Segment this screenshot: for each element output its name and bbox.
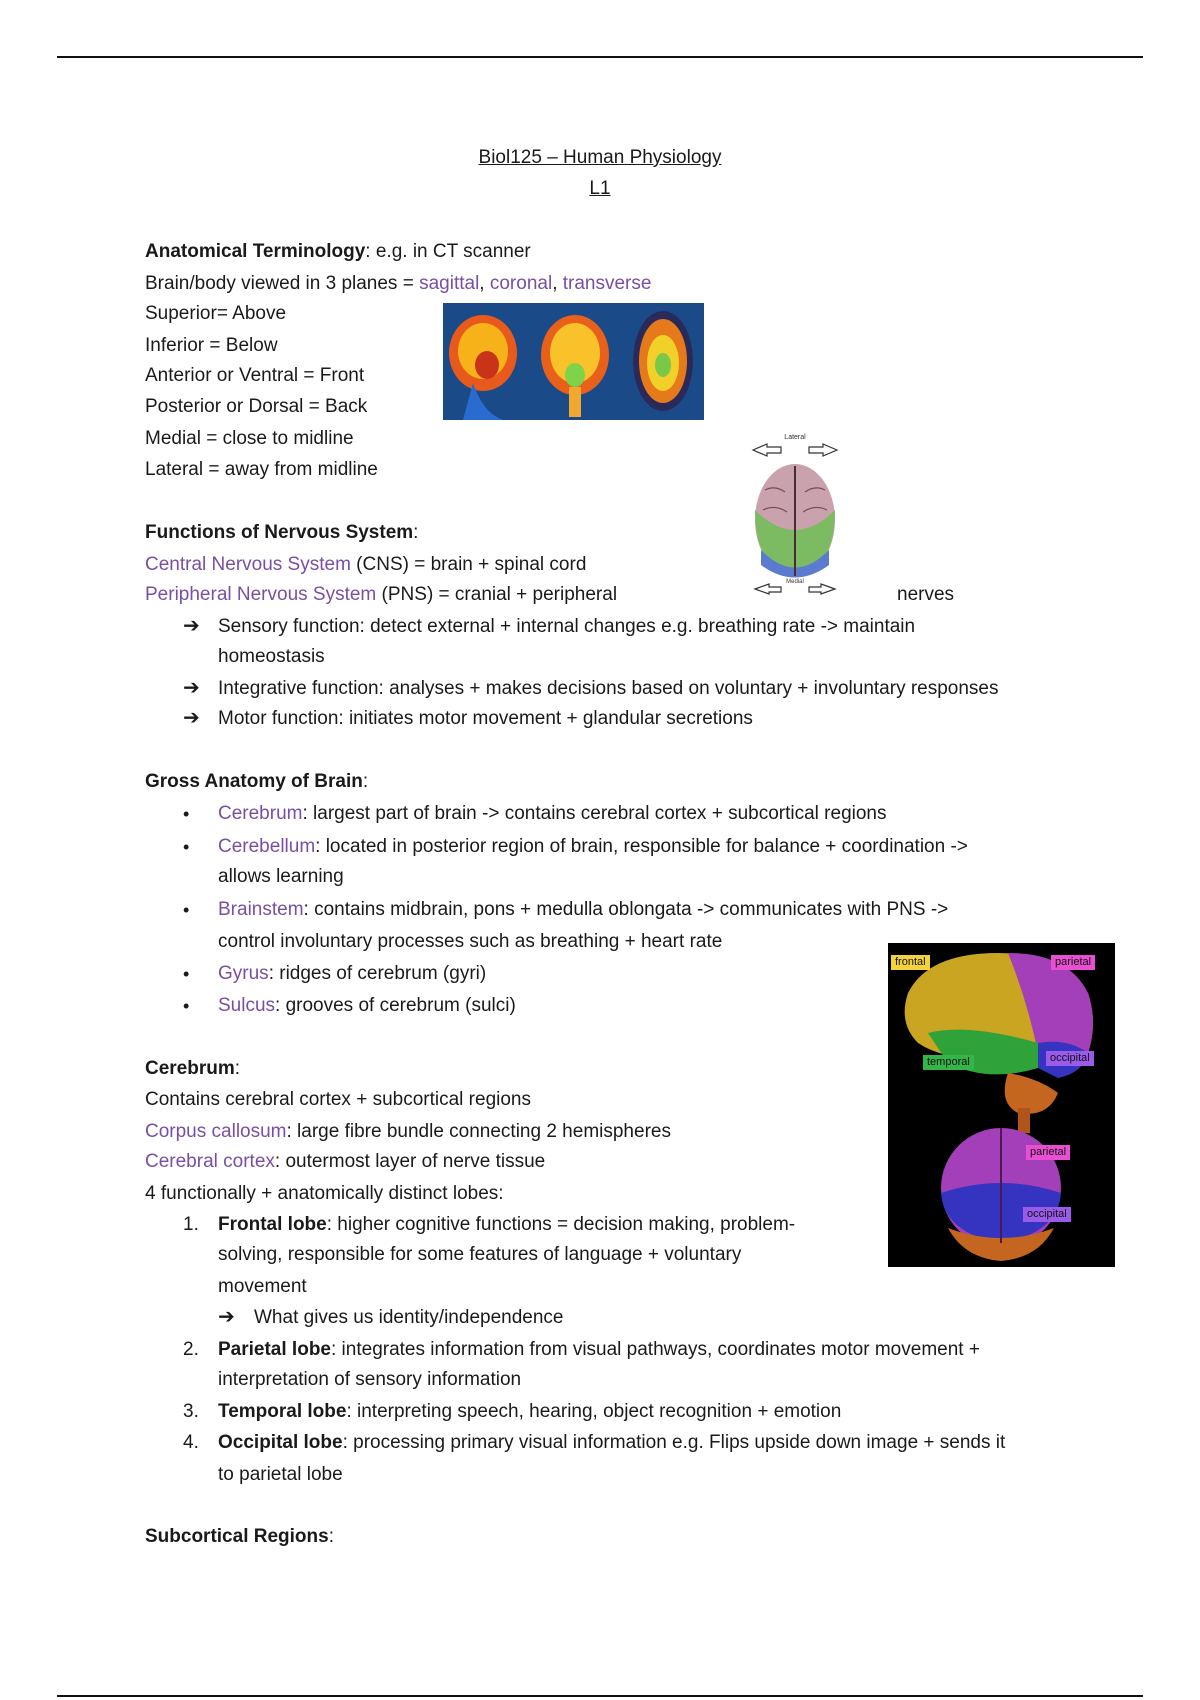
bullet-icon: • bbox=[183, 900, 190, 920]
ct-scan-planes-image bbox=[443, 303, 704, 420]
list-number: 2. bbox=[183, 1339, 199, 1360]
plane-coronal: coronal bbox=[489, 273, 553, 294]
cns-line: Central Nervous System (CNS) = brain + spinal cord bbox=[145, 554, 587, 575]
term-inferior: Inferior = Below bbox=[145, 335, 278, 356]
integrative-function: Integrative function: analyses + makes decisions based on voluntary + involuntary responses bbox=[218, 678, 999, 699]
temporal-label: temporal bbox=[923, 1055, 974, 1070]
parietal-label-rear: parietal bbox=[1026, 1145, 1070, 1160]
sensory-function-cont: homeostasis bbox=[218, 646, 325, 667]
pns-tail: nerves bbox=[897, 584, 955, 605]
gross-heading-line: Gross Anatomy of Brain: bbox=[145, 771, 369, 792]
subcortical-heading: Subcortical Regions bbox=[145, 1526, 329, 1547]
pns-term: Peripheral Nervous System bbox=[145, 584, 377, 605]
cns-term: Central Nervous System bbox=[145, 554, 351, 575]
cerebral-cortex-line: Cerebral cortex: outermost layer of nerve tissue bbox=[145, 1151, 546, 1172]
pns-line: Peripheral Nervous System (PNS) = cranial + peripheral bbox=[145, 584, 618, 605]
medial-label: Medial bbox=[786, 579, 804, 585]
anatomical-heading-line: Anatomical Terminology: e.g. in CT scanner bbox=[145, 241, 531, 262]
gross-heading: Gross Anatomy of Brain bbox=[145, 771, 363, 792]
bottom-rule bbox=[57, 1695, 1143, 1697]
arrow-left-icon bbox=[753, 444, 781, 456]
term-anterior: Anterior or Ventral = Front bbox=[145, 365, 365, 386]
arrow-in-left-icon bbox=[809, 584, 835, 594]
lobe-temporal: Temporal lobe: interpreting speech, hearing, object recognition + emotion bbox=[218, 1401, 842, 1422]
lobe-occipital-cont: to parietal lobe bbox=[218, 1464, 343, 1485]
frontal-identity-note: What gives us identity/independence bbox=[254, 1307, 564, 1328]
parietal-label: parietal bbox=[1051, 955, 1095, 970]
arrow-in-right-icon bbox=[755, 584, 781, 594]
list-number: 1. bbox=[183, 1214, 199, 1235]
lecture-number: L1 bbox=[589, 178, 611, 199]
arrow-bullet-icon: ➔ bbox=[183, 707, 200, 729]
term-superior: Superior= Above bbox=[145, 303, 287, 324]
document-title: Biol125 – Human Physiology bbox=[478, 147, 722, 168]
lobe-frontal-cont-1: solving, responsible for some features of language + voluntary bbox=[218, 1244, 742, 1265]
list-number: 3. bbox=[183, 1401, 199, 1422]
cerebrum-heading: Cerebrum bbox=[145, 1058, 235, 1079]
superior-view-brain-diagram bbox=[745, 430, 845, 598]
arrow-bullet-icon: ➔ bbox=[218, 1306, 235, 1328]
plane-sagittal: sagittal bbox=[419, 273, 480, 294]
bullet-icon: • bbox=[183, 964, 190, 984]
plane-transverse: transverse bbox=[562, 273, 652, 294]
anatomical-heading: Anatomical Terminology bbox=[145, 241, 366, 262]
gross-item-cerebellum: Cerebellum: located in posterior region of brain, responsible for balance + coordination -> bbox=[218, 836, 968, 857]
sensory-function: Sensory function: detect external + internal changes e.g. breathing rate -> maintain bbox=[218, 616, 916, 637]
arrow-right-icon bbox=[809, 444, 837, 456]
arrow-bullet-icon: ➔ bbox=[183, 677, 200, 699]
gross-item-cerebrum: Cerebrum: largest part of brain -> contains cerebral cortex + subcortical regions bbox=[218, 803, 887, 824]
bullet-icon: • bbox=[183, 996, 190, 1016]
lobe-parietal-cont: interpretation of sensory information bbox=[218, 1369, 522, 1390]
planes-line: Brain/body viewed in 3 planes = sagittal, coronal, transverse bbox=[145, 273, 652, 294]
bullet-icon: • bbox=[183, 804, 190, 824]
nervous-heading: Functions of Nervous System bbox=[145, 522, 414, 543]
lateral-label: Lateral bbox=[784, 434, 806, 441]
lobe-frontal: Frontal lobe: higher cognitive functions = decision making, problem- bbox=[218, 1214, 796, 1235]
occipital-label-rear: occipital bbox=[1023, 1207, 1071, 1222]
cerebrum-heading-line: Cerebrum: bbox=[145, 1058, 241, 1079]
gross-item-brainstem: Brainstem: contains midbrain, pons + medulla oblongata -> communicates with PNS -> bbox=[218, 899, 949, 920]
arrow-bullet-icon: ➔ bbox=[183, 615, 200, 637]
lobes-intro: 4 functionally + anatomically distinct lobes: bbox=[145, 1183, 504, 1204]
bullet-icon: • bbox=[183, 837, 190, 857]
corpus-callosum-line: Corpus callosum: large fibre bundle connecting 2 hemispheres bbox=[145, 1121, 671, 1142]
occipital-label: occipital bbox=[1046, 1051, 1094, 1066]
list-number: 4. bbox=[183, 1432, 199, 1453]
gross-item-cerebellum-cont: allows learning bbox=[218, 866, 344, 887]
motor-function: Motor function: initiates motor movement + glandular secretions bbox=[218, 708, 753, 729]
lobe-parietal: Parietal lobe: integrates information from visual pathways, coordinates motor movement + bbox=[218, 1339, 980, 1360]
gross-item-sulcus: Sulcus: grooves of cerebrum (sulci) bbox=[218, 995, 516, 1016]
term-lateral: Lateral = away from midline bbox=[145, 459, 378, 480]
brain-lobes-image bbox=[888, 943, 1115, 1267]
lobe-occipital: Occipital lobe: processing primary visual information e.g. Flips upside down image + sends it bbox=[218, 1432, 1006, 1453]
frontal-label: frontal bbox=[891, 955, 930, 970]
cerebrum-line1: Contains cerebral cortex + subcortical regions bbox=[145, 1089, 531, 1110]
gross-item-brainstem-cont: control involuntary processes such as breathing + heart rate bbox=[218, 931, 723, 952]
gross-item-gyrus: Gyrus: ridges of cerebrum (gyri) bbox=[218, 963, 487, 984]
term-medial: Medial = close to midline bbox=[145, 428, 354, 449]
nervous-heading-line: Functions of Nervous System: bbox=[145, 522, 419, 543]
lobe-frontal-cont-2: movement bbox=[218, 1276, 307, 1297]
subcortical-heading-line: Subcortical Regions: bbox=[145, 1526, 334, 1547]
term-posterior: Posterior or Dorsal = Back bbox=[145, 396, 368, 417]
